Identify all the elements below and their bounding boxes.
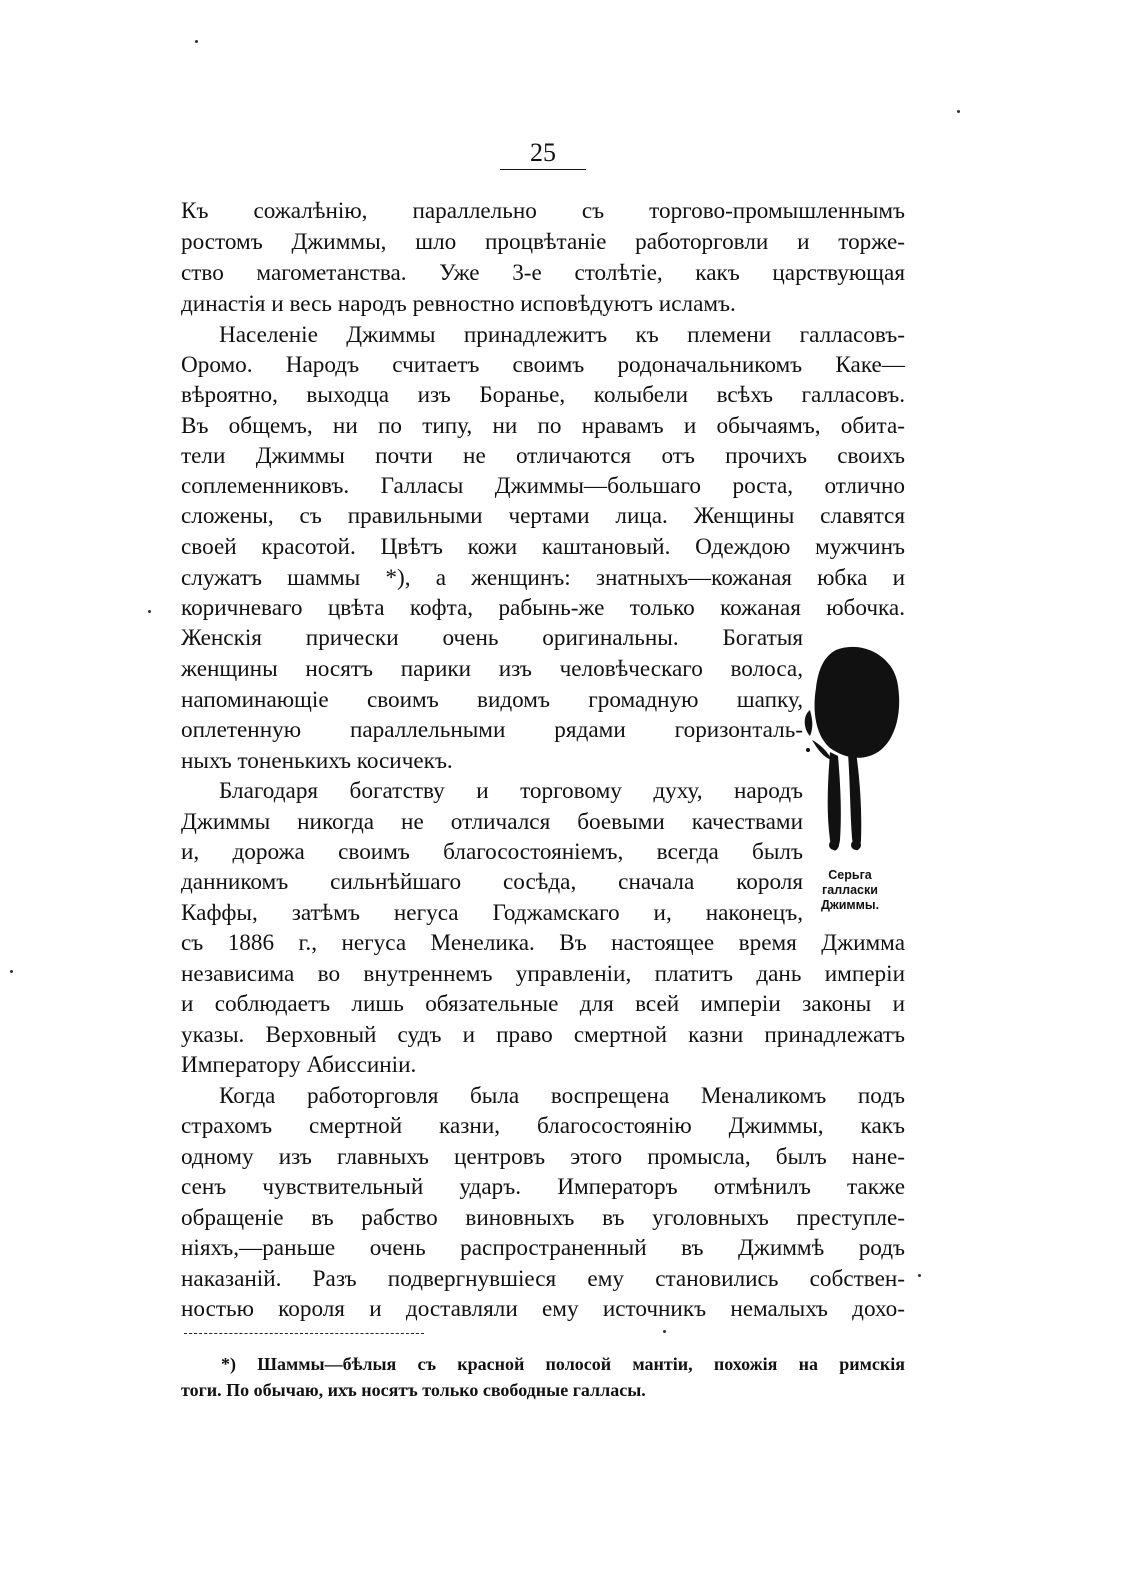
text-line: династія и весь народъ ревностно исповѣдуютъ исламъ.: [181, 291, 736, 317]
text-line: Когда работорговля была воспрещена Меналикомъ подъ: [219, 1083, 905, 1109]
text-line: Благодаря богатству и торговому духу, народъ: [219, 778, 803, 804]
text-line: Въ общемъ, ни по типу, ни по нравамъ и обычаямъ, обита-: [181, 413, 905, 439]
text-line: соплеменниковъ. Галласы Джиммы—большаго роста, отлично: [181, 473, 905, 499]
scan-speck: [195, 40, 198, 43]
text-line: Женскія прически очень оригинальны. Богатыя: [181, 625, 803, 651]
text-line: тели Джиммы почти не отличаются отъ прочихъ своихъ: [181, 443, 905, 469]
text-line: Оромо. Народъ считаетъ своимъ родоначальникомъ Каке—: [181, 352, 905, 378]
text-line: вѣроятно, выходца изъ Боранье, колыбели всѣхъ галласовъ.: [181, 382, 905, 408]
text-line: Каффы, затѣмъ негуса Годжамскаго и, наконецъ,: [181, 900, 803, 926]
earring-icon: [790, 640, 910, 870]
page-number: 25: [500, 140, 586, 170]
text-line: Джиммы никогда не отличался боевыми качествами: [181, 809, 803, 835]
text-line: и соблюдаетъ лишь обязательные для всей имперіи законы и: [181, 991, 905, 1017]
text-line: ростомъ Джиммы, шло процвѣтаніе работорговли и торже-: [181, 229, 905, 255]
scan-speck: [148, 610, 151, 613]
text-line: съ 1886 г., негуса Менелика. Въ настоящее время Джимма: [181, 930, 905, 956]
caption-line: галласки: [822, 883, 878, 897]
text-line: наказаній. Разъ подвергнувшіеся ему становились собствен-: [181, 1266, 905, 1292]
text-line: независима во внутреннемъ управленіи, платитъ дань имперіи: [181, 961, 905, 987]
figure-caption: [800, 868, 900, 913]
scan-speck: [957, 110, 960, 113]
scan-speck: [918, 1274, 921, 1277]
footnote-line: тоги. По обычаю, ихъ носятъ только свободные галласы.: [181, 1380, 646, 1400]
footnote-separator: [184, 1333, 424, 1334]
text-line: коричневаго цвѣта кофта, рабынь-же только кожаная юбочка.: [181, 595, 905, 621]
footnote-line: *) Шаммы—бѣлыя съ красной полосой мантіи, похожія на римскія: [221, 1354, 905, 1374]
scan-speck: [663, 1330, 666, 1333]
text-line: оплетенную параллельными рядами горизонталь-: [181, 717, 803, 743]
text-line: своей красотой. Цвѣтъ кожи каштановый. Одеждою мужчинъ: [181, 534, 905, 560]
text-line: страхомъ смертной казни, благосостоянію Джиммы, какъ: [181, 1113, 905, 1139]
text-line: ностью короля и доставляли ему источникъ немалыхъ дохо-: [181, 1296, 905, 1322]
text-line: сложены, съ правильными чертами лица. Женщины славятся: [181, 503, 905, 529]
text-line: Императору Абиссиніи.: [181, 1052, 417, 1078]
text-line: обращеніе въ рабство виновныхъ въ уголовныхъ преступле-: [181, 1205, 905, 1231]
text-line: и, дорожа своимъ благосостояніемъ, всегда былъ: [181, 839, 803, 865]
text-line: Къ сожалѣнію, параллельно съ торгово-промышленнымъ: [181, 198, 905, 224]
text-line: ныхъ тоненькихъ косичекъ.: [181, 748, 453, 774]
text-line: ніяхъ,—раньше очень распространенный въ Джиммѣ родъ: [181, 1235, 905, 1261]
text-line: ство магометанства. Уже 3-е столѣтіе, какъ царствующая: [181, 260, 905, 286]
text-line: указы. Верховный судъ и право смертной казни принадлежатъ: [181, 1022, 905, 1048]
text-line: служатъ шаммы *), а женщинъ: знатныхъ—кожаная юбка и: [181, 565, 905, 591]
text-line: данникомъ сильнѣйшаго сосѣда, сначала короля: [181, 869, 803, 895]
caption-line: Джиммы.: [820, 898, 880, 912]
caption-line: Серьга: [828, 868, 872, 882]
scan-speck: [10, 970, 13, 973]
text-line: сенъ чувствительный ударъ. Императоръ отмѣнилъ также: [181, 1174, 905, 1200]
text-line: одному изъ главныхъ центровъ этого промысла, былъ нане-: [181, 1144, 905, 1170]
text-line: напоминающіе своимъ видомъ громадную шапку,: [181, 687, 803, 713]
text-line: женщины носятъ парики изъ человѣческаго волоса,: [181, 656, 803, 682]
text-line: Населеніе Джиммы принадлежитъ къ племени галласовъ-: [219, 322, 905, 348]
